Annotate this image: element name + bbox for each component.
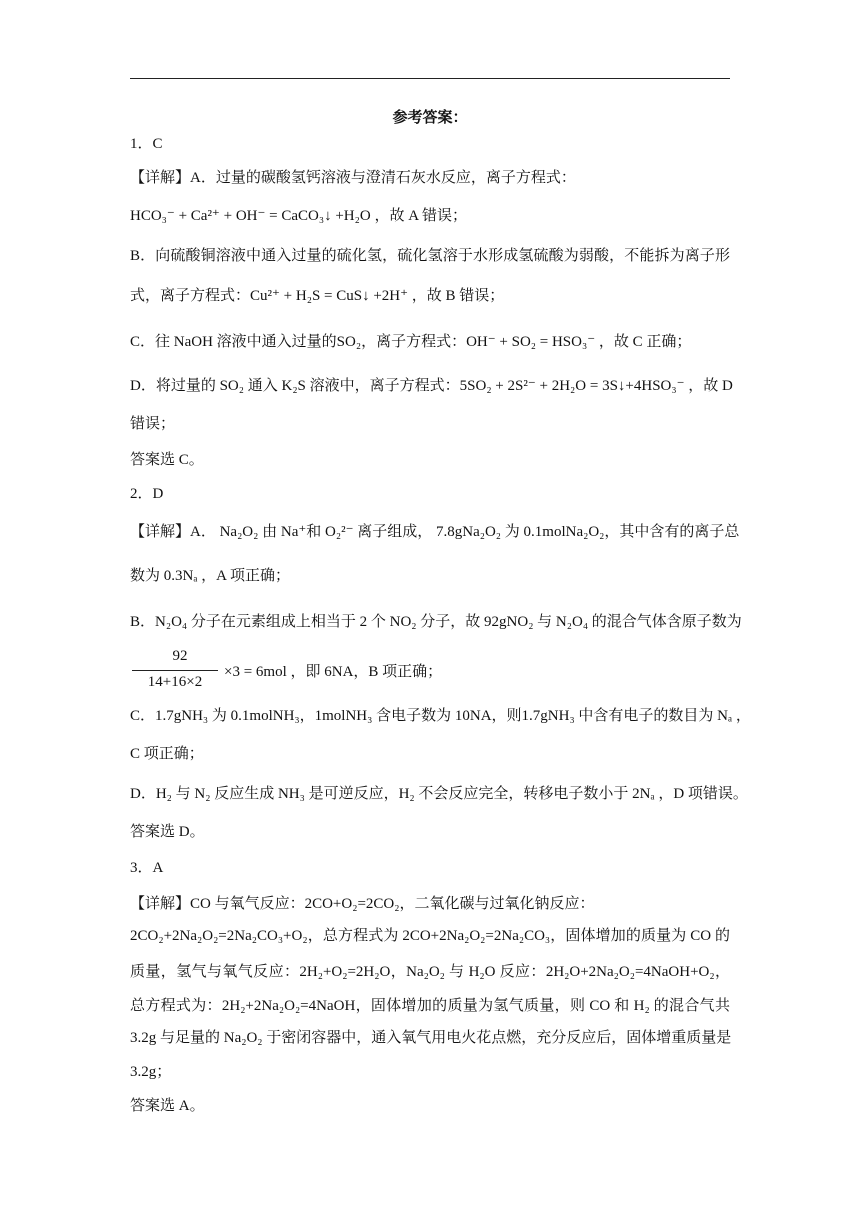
- q2-line: D．H₂ 与 N₂ 反应生成 NH₃ 是可逆反应，H₂ 不会反应完全，转移电子数小于 2Nₐ ，D 项错误。: [130, 786, 748, 802]
- q2-heading: 2．D: [130, 486, 164, 502]
- q3-heading: 3．A: [130, 860, 164, 876]
- q2-line: C．1.7gNH₃ 为 0.1molNH₃，1molNH₃ 含电子数为 10NA，则1.7gNH₃ 中含有电子的数目为 Nₐ ，: [130, 708, 751, 724]
- fraction-denominator: 14+16×2: [147, 674, 203, 690]
- q3-answer: 答案选 A。: [130, 1098, 205, 1114]
- q1-line: C．往 NaOH 溶液中通入过量的SO₂，离子方程式：OH⁻ + SO₂ = HSO₃⁻ ，故 C 正确；: [130, 334, 692, 350]
- q1-line: B．向硫酸铜溶液中通入过量的硫化氢，硫化氢溶于水形成氢硫酸为弱酸，不能拆为离子形: [130, 248, 730, 264]
- q3-line: 质量，氢气与氧气反应：2H₂+O₂=2H₂O，Na₂O₂ 与 H₂O 反应：2H₂O+2Na₂O₂=4NaOH+O₂，: [130, 964, 730, 980]
- q1-line: 式，离子方程式：Cu²⁺ + H₂S = CuS↓ +2H⁺ ，故 B 错误；: [130, 288, 505, 304]
- q3-line: 3.2g；: [130, 1064, 172, 1080]
- q3-line: 3.2g 与足量的 Na₂O₂ 于密闭容器中，通入氧气用电火花点燃，充分反应后，固体增重质量是: [130, 1030, 732, 1046]
- page-title: 参考答案：: [392, 110, 468, 126]
- q3-line: 总方程式为：2H₂+2Na₂O₂=4NaOH，固体增加的质量为氢气质量，则 CO 和 H₂ 的混合气共: [130, 998, 730, 1014]
- q3-line: 【详解】CO 与氧气反应：2CO+O₂=2CO₂，二氧化碳与过氧化钠反应：: [130, 896, 595, 912]
- q1-line: 【详解】A．过量的碳酸氢钙溶液与澄清石灰水反应，离子方程式：: [130, 170, 576, 186]
- fraction-numerator: 92: [172, 648, 188, 664]
- q3-line: 2CO₂+2Na₂O₂=2Na₂CO₃+O₂，总方程式为 2CO+2Na₂O₂=2Na₂CO₃，固体增加的质量为 CO 的: [130, 928, 730, 944]
- q2-line: C 项正确；: [130, 746, 204, 762]
- q1-line: 错误；: [130, 416, 176, 432]
- q2-line: 数为 0.3Nₐ ，A 项正确；: [130, 568, 290, 584]
- fraction-bar: [132, 670, 218, 671]
- header-rule: [130, 78, 730, 79]
- q2-line: 【详解】A． Na₂O₂ 由 Na⁺和 O₂²⁻ 离子组成， 7.8gNa₂O₂ 为 0.1molNa₂O₂，其中含有的离子总: [130, 524, 740, 540]
- q1-line: HCO₃⁻ + Ca²⁺ + OH⁻ = CaCO₃↓ +H₂O ，故 A 错误；: [130, 208, 467, 224]
- fraction-result: ×3 = 6mol ，即 6NA，B 项正确；: [224, 664, 443, 680]
- q1-heading: 1．C: [130, 136, 163, 152]
- q1-line: D．将过量的 SO₂ 通入 K₂S 溶液中，离子方程式：5SO₂ + 2S²⁻ + 2H₂O = 3S↓+4HSO₃⁻ ，故 D: [130, 378, 733, 394]
- q1-answer: 答案选 C。: [130, 452, 204, 468]
- q2-answer: 答案选 D。: [130, 824, 205, 840]
- q2-line: B．N₂O₄ 分子在元素组成上相当于 2 个 NO₂ 分子，故 92gNO₂ 与 N₂O₄ 的混合气体含原子数为: [130, 614, 742, 630]
